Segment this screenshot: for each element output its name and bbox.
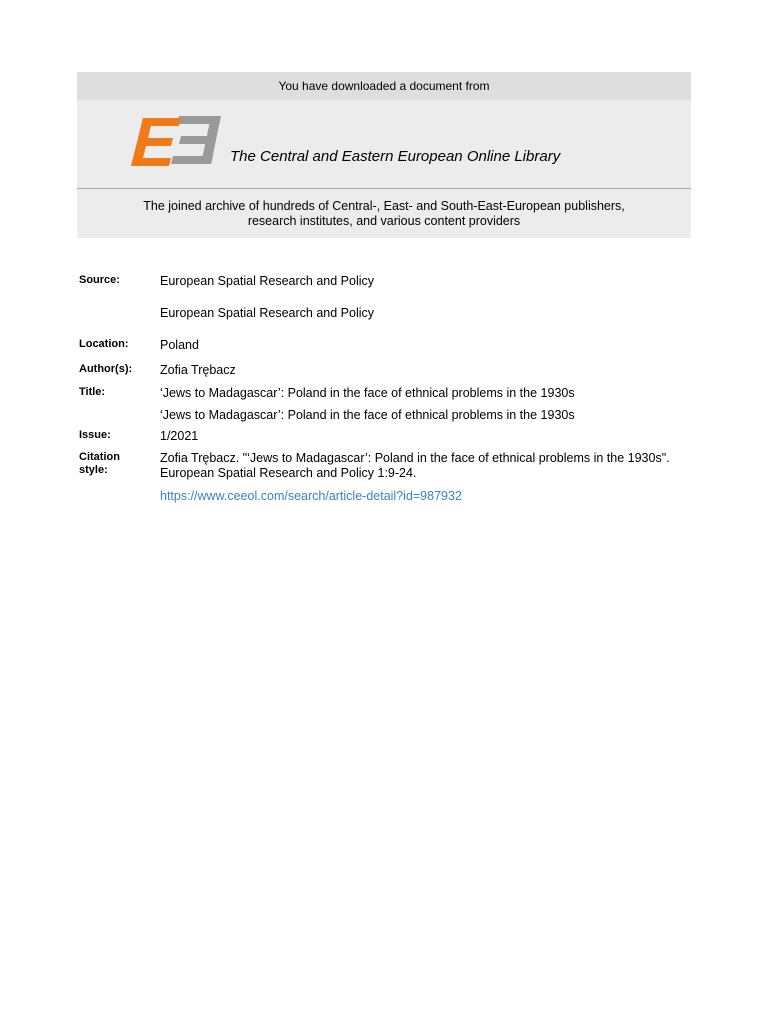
article-url-link[interactable]: https://www.ceeol.com/search/article-detail?id=987932 <box>160 489 462 503</box>
citation-line-2: European Spatial Research and Policy 1:9-24. <box>160 466 417 480</box>
citation-text <box>160 451 700 481</box>
download-banner <box>77 72 691 238</box>
citation-label-line-2: style: <box>79 464 108 476</box>
citation-line-1: Zofia Trębacz. "‘Jews to Madagascar’: Poland in the face of ethnical problems in the 1930s". <box>160 451 670 465</box>
title-value-secondary: ‘Jews to Madagascar’: Poland in the face of ethnical problems in the 1930s <box>160 408 575 422</box>
banner-tagline <box>77 189 691 229</box>
location-label: Location: <box>79 338 129 350</box>
location-value: Poland <box>160 338 199 352</box>
issue-value: 1/2021 <box>160 429 199 443</box>
source-value: European Spatial Research and Policy <box>160 274 375 288</box>
tagline-line-1: The joined archive of hundreds of Central-, East- and South-East-European publishers, <box>143 199 625 213</box>
citation-label <box>79 451 151 477</box>
tagline-line-2: research institutes, and various content providers <box>247 214 521 228</box>
source-label: Source: <box>79 274 120 286</box>
library-title: The Central and Eastern European Online Library <box>230 148 561 165</box>
source-value-secondary: European Spatial Research and Policy <box>160 306 375 320</box>
ceeol-logo-icon <box>129 112 223 170</box>
logo-row <box>77 100 691 188</box>
banner-header: You have downloaded a document from <box>77 72 691 100</box>
citation-label-line-1: Citation <box>79 451 120 463</box>
title-value: ‘Jews to Madagascar’: Poland in the face of ethnical problems in the 1930s <box>160 386 575 400</box>
authors-label: Author(s): <box>79 363 133 375</box>
title-label: Title: <box>79 386 106 398</box>
issue-label: Issue: <box>79 429 111 441</box>
authors-value: Zofia Trębacz <box>160 363 236 377</box>
